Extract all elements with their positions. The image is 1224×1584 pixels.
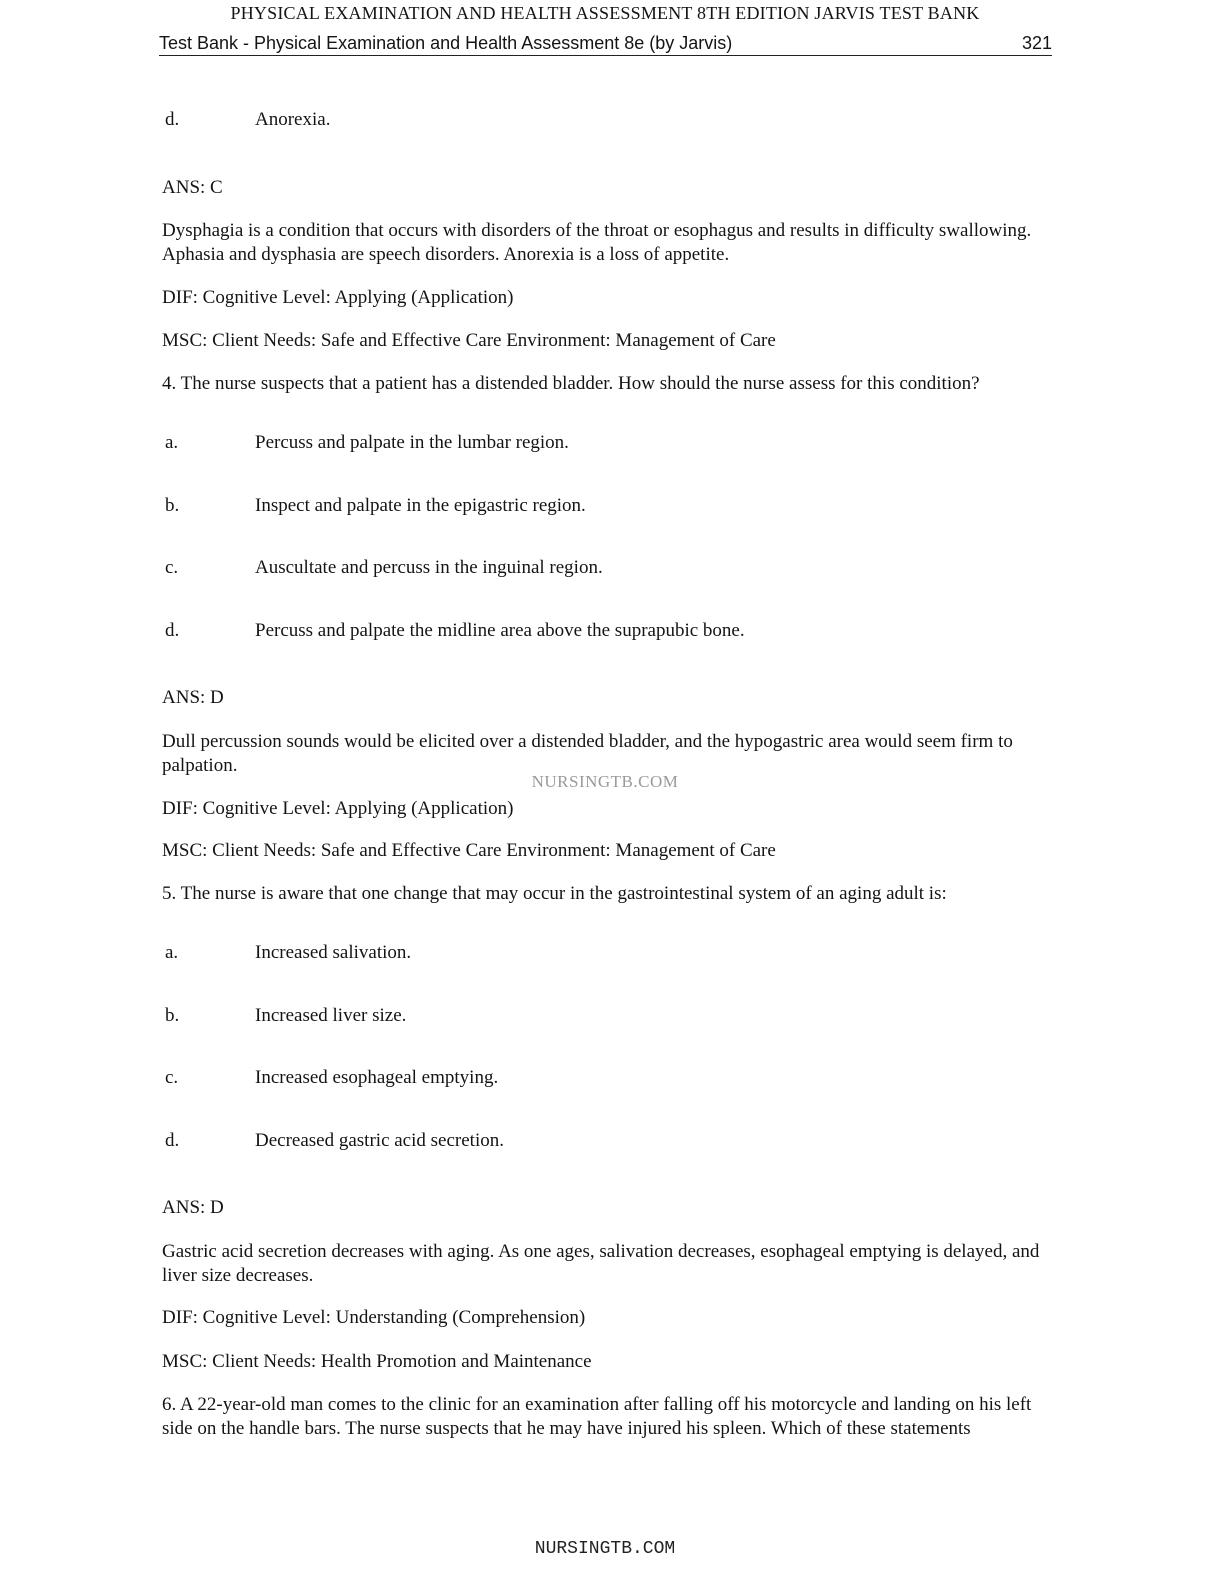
q4-answer: ANS: D bbox=[162, 687, 224, 708]
q4-option-d-letter: d. bbox=[165, 620, 180, 641]
q5-stem: 5. The nurse is aware that one change that may occur in the gastrointestinal system of an aging adult is: bbox=[162, 883, 947, 904]
q5-rationale: Gastric acid secretion decreases with aging. As one ages, salivation decreases, esophageal emptying is delayed, and liver size decreases. bbox=[162, 1241, 1040, 1286]
q4-stem: 4. The nurse suspects that a patient has a distended bladder. How should the nurse assess for this condition? bbox=[162, 373, 980, 394]
q4-option-a-letter: a. bbox=[165, 432, 179, 453]
q4-msc: MSC: Client Needs: Safe and Effective Care Environment: Management of Care bbox=[162, 840, 776, 861]
q4-option-c-letter: c. bbox=[165, 557, 179, 578]
q5-dif: DIF: Cognitive Level: Understanding (Comprehension) bbox=[162, 1307, 586, 1328]
footer-watermark: NURSINGTB.COM bbox=[534, 1539, 676, 1559]
q5-option-a-letter: a. bbox=[165, 942, 179, 963]
q5-msc: MSC: Client Needs: Health Promotion and Maintenance bbox=[162, 1351, 592, 1372]
q3-option-d-text: Anorexia. bbox=[255, 109, 331, 130]
q3-dif: DIF: Cognitive Level: Applying (Application) bbox=[162, 287, 514, 308]
q5-option-d-text: Decreased gastric acid secretion. bbox=[255, 1130, 504, 1151]
page-number: 321 bbox=[1021, 33, 1052, 53]
q5-option-c-text: Increased esophageal emptying. bbox=[255, 1067, 499, 1088]
q4-option-b-text: Inspect and palpate in the epigastric region. bbox=[255, 495, 586, 516]
q4-option-d-text: Percuss and palpate the midline area above the suprapubic bone. bbox=[255, 620, 745, 641]
q3-msc: MSC: Client Needs: Safe and Effective Care Environment: Management of Care bbox=[162, 330, 776, 351]
q4-rationale: Dull percussion sounds would be elicited over a distended bladder, and the hypogastric area would seem firm to palpation. bbox=[162, 731, 1013, 776]
watermark: NURSINGTB.COM bbox=[531, 772, 679, 791]
q5-option-b-letter: b. bbox=[165, 1005, 180, 1026]
q5-option-b-text: Increased liver size. bbox=[255, 1005, 407, 1026]
q3-rationale: Dysphagia is a condition that occurs with disorders of the throat or esophagus and results in difficulty swallowing. Aphasia and dysphasia are speech disorders. Anorexia is a loss of appetite. bbox=[162, 220, 1032, 265]
q6-stem: 6. A 22-year-old man comes to the clinic for an examination after falling off his motorcycle and landing on his left side on the handle bars. The nurse suspects that he may have injured his spleen. Which of these statements bbox=[162, 1394, 1032, 1439]
q4-option-a-text: Percuss and palpate in the lumbar region. bbox=[255, 432, 569, 453]
q5-option-d-letter: d. bbox=[165, 1130, 180, 1151]
q5-option-c-letter: c. bbox=[165, 1067, 179, 1088]
q4-dif: DIF: Cognitive Level: Applying (Application) bbox=[162, 798, 514, 819]
q3-option-d-letter: d. bbox=[165, 109, 180, 130]
q5-answer: ANS: D bbox=[162, 1197, 224, 1218]
running-header bbox=[159, 33, 1052, 56]
document-top-title: PHYSICAL EXAMINATION AND HEALTH ASSESSMENT 8TH EDITION JARVIS TEST BANK bbox=[230, 3, 980, 23]
running-header-title: Test Bank - Physical Examination and Health Assessment 8e (by Jarvis) bbox=[159, 33, 733, 53]
q4-option-b-letter: b. bbox=[165, 495, 180, 516]
q5-option-a-text: Increased salivation. bbox=[255, 942, 412, 963]
q3-answer: ANS: C bbox=[162, 177, 223, 198]
q4-option-c-text: Auscultate and percuss in the inguinal region. bbox=[255, 557, 603, 578]
